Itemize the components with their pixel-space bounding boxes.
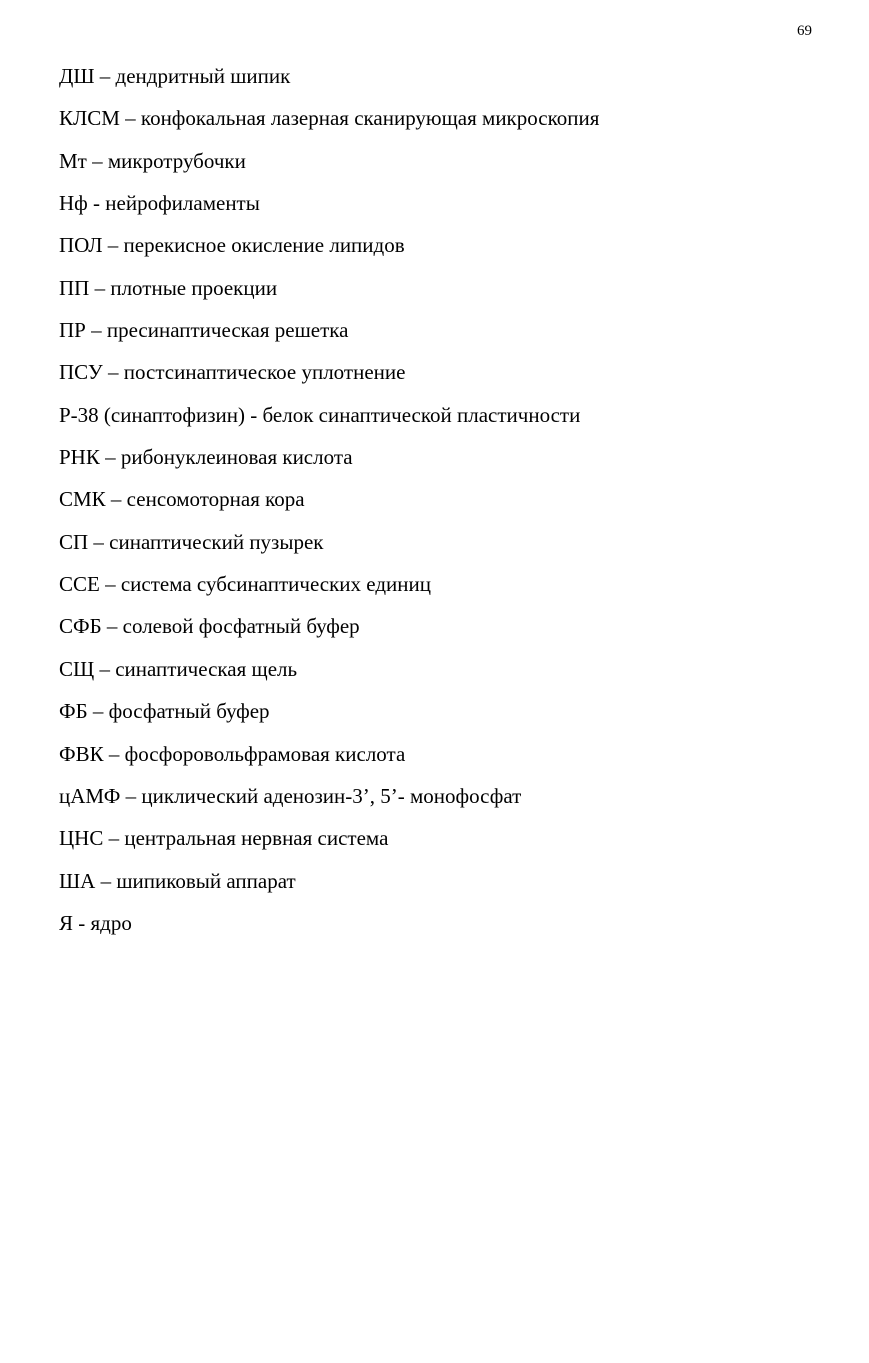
abbreviation-item: ФВК – фосфоровольфрамовая кислота [59, 741, 406, 766]
abbreviation-item: СЩ – синаптическая щель [59, 656, 298, 681]
abbreviation-item: ФБ – фосфатный буфер [59, 699, 270, 724]
abbreviation-item: ПП – плотные проекции [59, 275, 278, 300]
abbreviation-item: Я - ядро [59, 910, 132, 935]
page-number: 69 [797, 23, 812, 39]
abbreviation-item: СМК – сенсомоторная кора [59, 487, 305, 512]
abbreviation-item: ПСУ – постсинаптическое уплотнение [59, 360, 406, 385]
abbreviation-item: ПР – пресинаптическая решетка [59, 318, 349, 343]
abbreviation-item: СП – синаптический пузырек [59, 529, 324, 554]
abbreviation-item: ЦНС – центральная нервная система [59, 826, 389, 851]
abbreviation-item: Мт – микротрубочки [59, 148, 246, 173]
abbreviation-item: ССЕ – система субсинаптических единиц [59, 572, 431, 597]
abbreviation-item: КЛСМ – конфокальная лазерная сканирующая микроскопия [59, 106, 600, 131]
abbreviation-item: СФБ – солевой фосфатный буфер [59, 614, 360, 639]
abbreviation-item: Р-38 (синаптофизин) - белок синаптической пластичности [59, 402, 581, 427]
abbreviation-item: ДШ – дендритный шипик [59, 64, 291, 88]
abbreviation-item: ПОЛ – перекисное окисление липидов [59, 233, 405, 258]
abbreviation-item: цАМФ – циклический аденозин-3’, 5’- монофосфат [59, 783, 522, 808]
abbreviation-item: Нф - нейрофиламенты [59, 191, 260, 216]
abbreviation-item: РНК – рибонуклеиновая кислота [59, 445, 353, 470]
abbreviation-item: ША – шипиковый аппарат [59, 868, 296, 893]
abbreviation-list [59, 63, 599, 952]
